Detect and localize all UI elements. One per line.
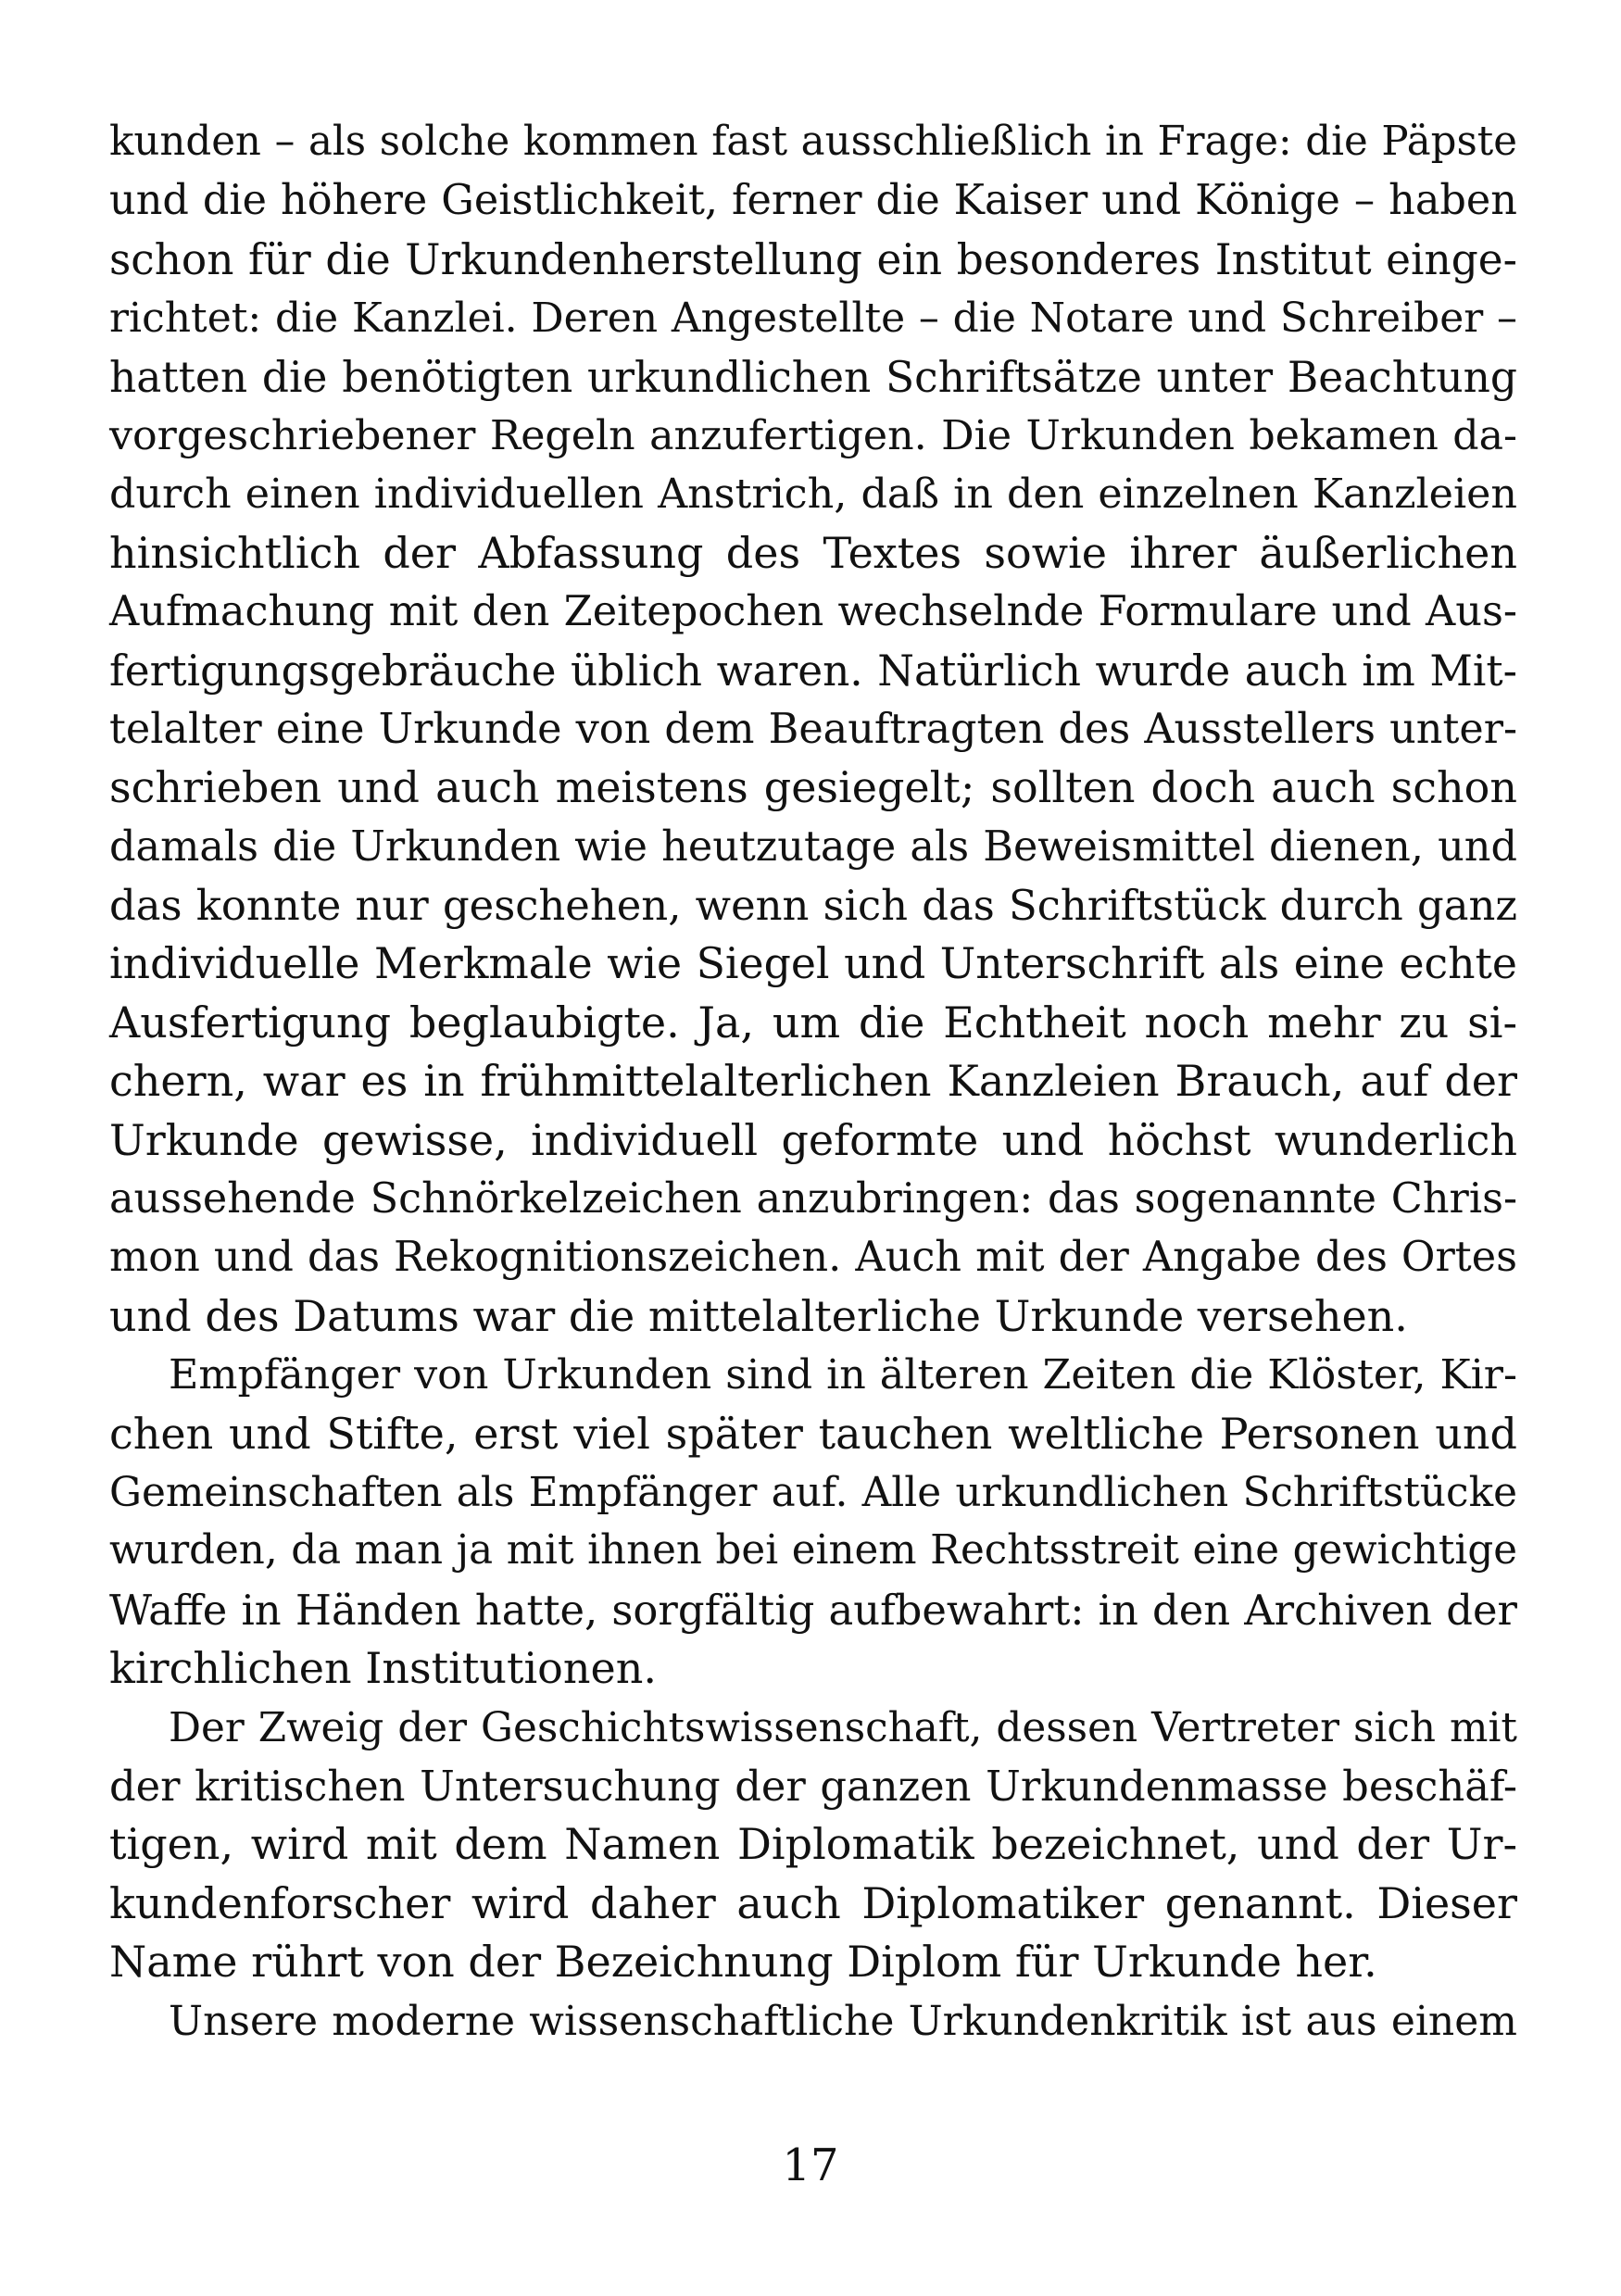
- text-line: schon für die Urkundenherstellung ein besonderes Institut einge-: [109, 234, 1517, 284]
- text-line: das konnte nur geschehen, wenn sich das Schriftstück durch ganz: [109, 881, 1517, 931]
- text-line: tigen, wird mit dem Namen Diplomatik bezeichnet, und der Ur-: [109, 1819, 1517, 1870]
- text-line: Waffe in Händen hatte, sorgfältig aufbewahrt: in den Archiven der: [109, 1585, 1517, 1635]
- paragraph-1: [109, 113, 1517, 1346]
- paragraph-3: [109, 1699, 1517, 1992]
- text-line: der kritischen Untersuchung der ganzen Urkundenmasse beschäf-: [109, 1761, 1517, 1811]
- paragraph-4: [109, 1992, 1517, 2051]
- page-number: 17: [782, 2139, 839, 2191]
- text-line: Aufmachung mit den Zeitepochen wechselnde Formulare und Aus-: [109, 587, 1517, 636]
- text-line: hinsichtlich der Abfassung des Textes sowie ihrer äußerlichen: [109, 527, 1517, 578]
- paragraph-2: [109, 1346, 1517, 1698]
- text-line: Der Zweig der Geschichtswissenschaft, dessen Vertreter sich mit: [169, 1703, 1517, 1751]
- text-line: Gemeinschaften als Empfänger auf. Alle urkundlichen Schriftstücke: [109, 1468, 1517, 1516]
- text-line: damals die Urkunden wie heutzutage als Beweismittel dienen, und: [109, 822, 1517, 871]
- text-line: kundenforscher wird daher auch Diplomatiker genannt. Dieser: [109, 1877, 1517, 1928]
- text-line: richtet: die Kanzlei. Deren Angestellte – die Notare und Schreiber –: [109, 295, 1517, 343]
- text-line: kirchlichen Institutionen.: [109, 1643, 657, 1694]
- page-body: [109, 113, 1517, 2051]
- text-line: fertigungsgebräuche üblich waren. Natürlich wurde auch im Mit-: [109, 646, 1517, 696]
- text-line: Ausfertigung beglaubigte. Ja, um die Echtheit noch mehr zu si-: [109, 997, 1517, 1048]
- text-line: chen und Stifte, erst viel später tauchen weltliche Personen und: [109, 1408, 1517, 1459]
- text-line: Unsere moderne wissenschaftliche Urkundenkritik ist aus einem: [169, 1997, 1517, 2045]
- text-line: kunden – als solche kommen fast ausschließlich in Frage: die Päpste: [109, 119, 1517, 165]
- text-line: Name rührt von der Bezeichnung Diplom für Urkunde her.: [109, 1937, 1377, 1988]
- text-line: Urkunde gewisse, individuell geformte und höchst wunderlich: [109, 1114, 1517, 1165]
- text-line: vorgeschriebener Regeln anzufertigen. Die Urkunden bekamen da-: [109, 411, 1517, 459]
- text-line: wurden, da man ja mit ihnen bei einem Rechtsstreit eine gewichtige: [109, 1527, 1517, 1575]
- text-line: aussehende Schnörkelzeichen anzubringen: das sogenannte Chris-: [109, 1174, 1517, 1223]
- text-line: hatten die benötigten urkundlichen Schriftsätze unter Beachtung: [109, 352, 1517, 402]
- text-line: und des Datums war die mittelalterliche Urkunde versehen.: [109, 1290, 1408, 1341]
- text-line: Empfänger von Urkunden sind in älteren Zeiten die Klöster, Kir-: [169, 1351, 1517, 1399]
- text-line: und die höhere Geistlichkeit, ferner die Kaiser und Könige – haben: [109, 176, 1517, 225]
- text-line: telalter eine Urkunde von dem Beauftragten des Ausstellers unter-: [109, 705, 1517, 753]
- text-line: mon und das Rekognitionszeichen. Auch mit der Angabe des Ortes: [109, 1233, 1517, 1282]
- text-line: schrieben und auch meistens gesiegelt; sollten doch auch schon: [109, 762, 1517, 813]
- text-line: individuelle Merkmale wie Siegel und Unterschrift als eine echte: [109, 939, 1517, 989]
- text-line: chern, war es in frühmittelalterlichen Kanzleien Brauch, auf der: [109, 1056, 1517, 1107]
- text-line: durch einen individuellen Anstrich, daß in den einzelnen Kanzleien: [109, 470, 1517, 519]
